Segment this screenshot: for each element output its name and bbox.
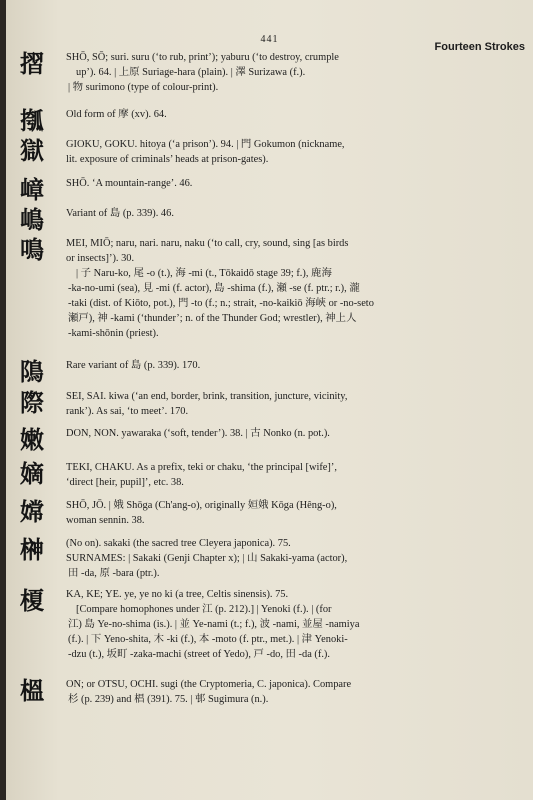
entry-kanji: 榎: [20, 587, 44, 615]
entry-line: 田 -da, 原 -bara (ptr.).: [68, 568, 160, 579]
entry-kanji: 鳴: [20, 236, 44, 264]
entry-text: [66, 536, 524, 581]
entry-line: -kami-shōnin (priest).: [68, 328, 159, 339]
entry-line: MEI, MIŌ; naru, nari. naru, naku (‘to call, cry, sound, sing [as birds: [66, 238, 349, 249]
entry-line: ‘direct [heir, pupil]’, etc. 38.: [66, 477, 184, 488]
entry-line: up’). 64. | 上原 Suriage-hara (plain). | 澤 Surizawa (f.).: [76, 67, 306, 78]
entry-text: [66, 50, 524, 95]
entry-text: [66, 358, 524, 373]
entry-line: lit. exposure of criminals’ heads at prison-gates).: [66, 154, 269, 165]
entry-line: SHŌ, SŌ; suri. suru (‘to rub, print’); yaburu (‘to destroy, crumple: [66, 52, 339, 63]
entry-kanji: 嶂: [20, 176, 44, 204]
entry-line: SURNAMES: | Sakaki (Genji Chapter x); | 山 Sakaki-yama (actor),: [66, 553, 348, 564]
entry-text: [66, 206, 524, 221]
entry-line: 杉 (p. 239) and 椙 (391). 75. | 邨 Sugimura (n.).: [68, 694, 269, 705]
entry-line: DON, NON. yawaraka (‘soft, tender’). 38. | 古 Nonko (n. pot.).: [66, 428, 330, 439]
entry-line: TEKI, CHAKU. As a prefix, teki or chaku, ‘the principal [wife]’,: [66, 462, 337, 473]
book-page: [6, 0, 533, 800]
entry-line: (No on). sakaki (the sacred tree Cleyera japonica). 75.: [66, 538, 291, 549]
entry-line: -ka-no-umi (sea), 見 -mi (f. actor), 島 -shima (f.), 瀬 -se (f. ptr.; r.), 瀧: [68, 283, 360, 294]
entry-line: SHŌ. ‘A mountain-range’. 46.: [66, 178, 193, 189]
entry-kanji: 嫩: [20, 426, 44, 454]
entry-line: ON; or OTSU, OCHI. sugi (the Cryptomeria, C. japonica). Compare: [66, 679, 352, 690]
page-number: 441: [260, 34, 279, 45]
entry-line: (f.). | 下 Yeno-shita, 木 -ki (f.), 本 -moto (f. ptr., met.). | 津 Yenoki-: [68, 634, 348, 645]
entry-text: [66, 389, 524, 419]
entry-text: [66, 137, 524, 167]
entry-kanji: 嫦: [20, 498, 44, 526]
section-header: Fourteen Strokes: [434, 41, 525, 53]
entry-line: woman sennin. 38.: [66, 515, 145, 526]
entry-text: [66, 677, 524, 707]
entry-line: rank’). As sai, ‘to meet’. 170.: [66, 406, 189, 417]
entry-text: [66, 460, 524, 490]
entry-kanji: 獄: [20, 137, 44, 165]
entry-line: KA, KE; YE. ye, ye no ki (a tree, Celtis sinensis). 75.: [66, 589, 289, 600]
entry-line: 江) 島 Ye-no-shima (is.). | 並 Ye-nami (t.; f.), 波 -nami, 並屋 -namiya: [68, 619, 360, 630]
entry-line: -taki (dist. of Kiōto, pot.), 門 -to (f.; n.; strait, -no-kaikiō 海峽 or -no-seto: [68, 298, 374, 309]
entry-kanji: 榲: [20, 677, 44, 705]
entry-line: -dzu (t.), 坂町 -zaka-machi (street of Yedo), 戸 -do, 田 -da (f.).: [68, 649, 330, 660]
entry-line: or insects]’). 30.: [66, 253, 135, 264]
entry-kanji: 隝: [20, 358, 44, 386]
entry-kanji: 際: [20, 389, 44, 417]
entry-line: Rare variant of 島 (p. 339). 170.: [66, 360, 201, 371]
entry-line: Variant of 島 (p. 339). 46.: [66, 208, 174, 219]
entry-line: [Compare homophones under 江 (p. 212).] | Yenoki (f.). | (for: [76, 604, 332, 615]
entry-kanji: 嶋: [20, 206, 44, 234]
entry-text: [66, 426, 524, 441]
entry-text: [66, 236, 524, 341]
entry-text: [66, 176, 524, 191]
entry-kanji: 嫡: [20, 460, 44, 488]
entry-text: [66, 498, 524, 528]
entry-line: 瀬戸), 神 -kami (‘thunder’; n. of the Thunder God; wrestler), 神上人: [68, 313, 357, 324]
entry-line: Old form of 摩 (xv). 64.: [66, 109, 167, 120]
entry-text: [66, 587, 524, 662]
entry-kanji: 摦: [20, 107, 44, 135]
entry-line: | 子 Naru-ko, 尾 -o (t.), 海 -mi (t., Tōkaidō stage 39; f.), 鹿海: [76, 268, 332, 279]
entry-line: GIOKU, GOKU. hitoya (‘a prison’). 94. | 門 Gokumon (nickname,: [66, 139, 345, 150]
entry-kanji: 摺: [20, 50, 44, 78]
entry-line: SEI, SAI. kiwa (‘an end, border, brink, transition, juncture, vicinity,: [66, 391, 348, 402]
entry-text: [66, 107, 524, 122]
entry-line: SHŌ, JŌ. | 娥 Shōga (Ch'ang-o), originally 姮娥 Kōga (Hêng-o),: [66, 500, 337, 511]
entry-line: | 物 surimono (type of colour-print).: [68, 82, 219, 93]
entry-kanji: 榊: [20, 536, 44, 564]
